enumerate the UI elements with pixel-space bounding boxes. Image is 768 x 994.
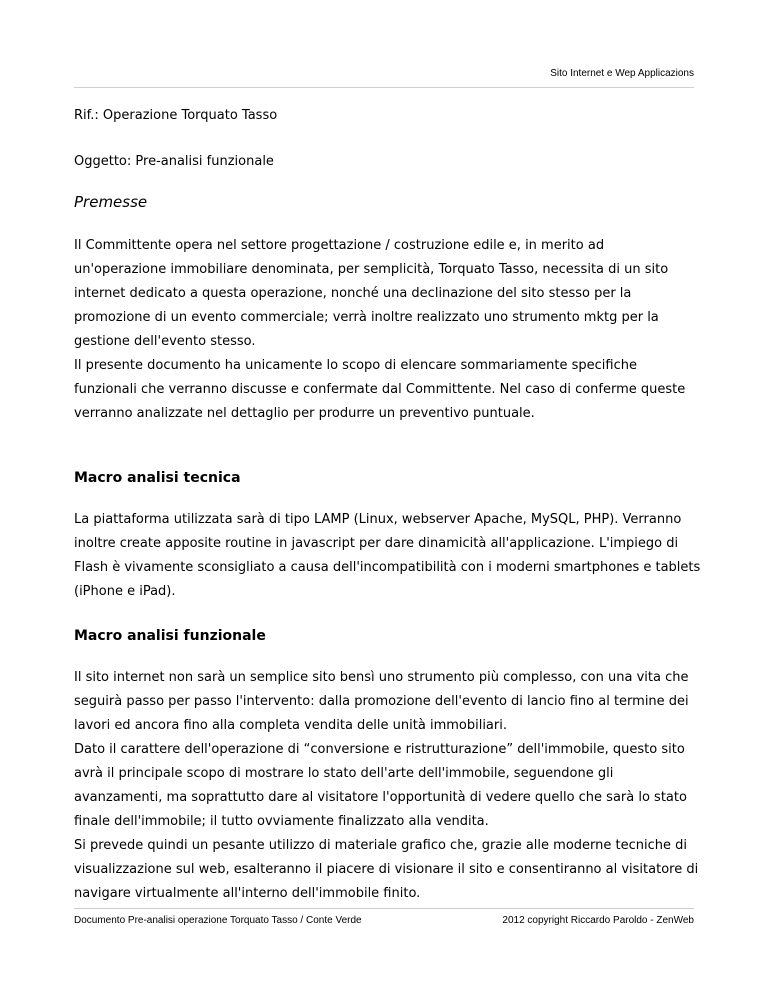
text-line: finale dell'immobile; il tutto ovviamente finalizzato alla vendita.: [74, 814, 489, 829]
header-divider: [74, 87, 694, 88]
subject-line: Oggetto: Pre-analisi funzionale: [74, 154, 274, 169]
text-line: (iPhone e iPad).: [74, 584, 176, 599]
text-line: avrà il principale scopo di mostrare lo stato dell'arte dell'immobile, seguendone gli: [74, 766, 614, 781]
text-line: La piattaforma utilizzata sarà di tipo LAMP (Linux, webserver Apache, MySQL, PHP). Verranno: [74, 512, 682, 527]
tecnica-paragraph: [74, 508, 701, 604]
premesse-paragraph: [74, 234, 694, 426]
document-body: [74, 104, 701, 906]
tecnica-heading: Macro analisi tecnica: [74, 470, 241, 486]
text-line: verranno analizzate nel dettaglio per produrre un preventivo puntuale.: [74, 406, 535, 421]
text-line: visualizzazione sul web, esalteranno il piacere di visionare il sito e consentiranno al visitatore di: [74, 862, 699, 877]
text-line: lavori ed ancora fino alla completa vendita delle unità immobiliari.: [74, 718, 507, 733]
funzionale-paragraph: [74, 666, 699, 906]
funzionale-heading: Macro analisi funzionale: [74, 628, 266, 644]
footer-document-title: Documento Pre-analisi operazione Torquato Tasso / Conte Verde: [74, 915, 362, 926]
footer-copyright: 2012 copyright Riccardo Paroldo - ZenWeb: [502, 915, 694, 926]
text-line: promozione di un evento commerciale; verrà inoltre realizzato uno strumento mktg per la: [74, 310, 659, 325]
text-line: navigare virtualmente all'interno dell'immobile finito.: [74, 886, 421, 901]
text-line: Il presente documento ha unicamente lo scopo di elencare sommariamente specifiche: [74, 358, 637, 373]
text-line: gestione dell'evento stesso.: [74, 334, 256, 349]
text-line: inoltre create apposite routine in javascript per dare dinamicità all'applicazione. L'impiego di: [74, 536, 679, 551]
text-line: Il Committente opera nel settore progettazione / costruzione edile e, in merito ad: [74, 238, 605, 253]
text-line: un'operazione immobiliare denominata, per semplicità, Torquato Tasso, necessita di un sito: [74, 262, 669, 277]
footer-divider: [74, 908, 694, 909]
text-line: Flash è vivamente sconsigliato a causa dell'incompatibilità con i moderni smartphones e tablets: [74, 560, 701, 575]
text-line: Dato il carattere dell'operazione di “conversione e ristrutturazione” dell'immobile, questo sito: [74, 742, 685, 757]
text-line: internet dedicato a questa operazione, nonché una declinazione del sito stesso per la: [74, 286, 632, 301]
reference-line: Rif.: Operazione Torquato Tasso: [74, 108, 278, 123]
text-line: Il sito internet non sarà un semplice sito bensì uno strumento più complesso, con una vita che: [74, 670, 689, 685]
text-line: Si prevede quindi un pesante utilizzo di materiale grafico che, grazie alle moderne tecniche di: [74, 838, 687, 853]
text-line: funzionali che verranno discusse e confermate dal Committente. Nel caso di conferme queste: [74, 382, 686, 397]
text-line: avanzamenti, ma soprattutto dare al visitatore l'opportunità di vedere quello che sarà lo stato: [74, 790, 687, 805]
premesse-heading: Premesse: [74, 193, 148, 211]
text-line: seguirà passo per passo l'intervento: dalla promozione dell'evento di lancio fino al termine dei: [74, 694, 689, 709]
page-header: Sito Internet e Wep Applicazions: [550, 68, 694, 79]
